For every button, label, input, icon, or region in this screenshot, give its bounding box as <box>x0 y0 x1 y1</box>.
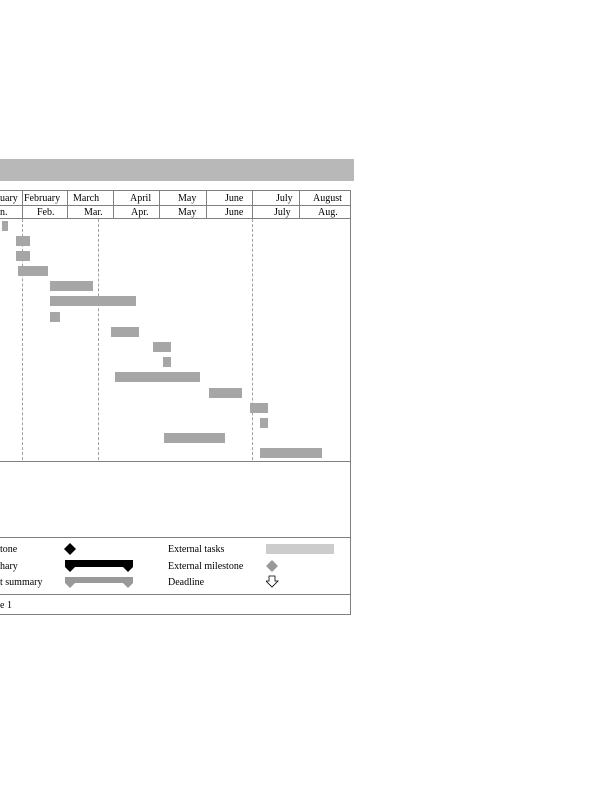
gridline <box>98 219 99 460</box>
task-bar[interactable] <box>111 327 139 337</box>
month-label: July <box>276 193 293 204</box>
task-bar[interactable] <box>50 281 93 291</box>
chart-bottom <box>0 461 351 462</box>
deadline-arrow-icon <box>266 576 278 587</box>
task-bar[interactable] <box>250 403 268 413</box>
page-number: e 1 <box>0 600 12 611</box>
month-abbr: Apr. <box>131 207 149 218</box>
month-tick <box>159 191 160 218</box>
gridline <box>252 219 253 460</box>
legend-label-external-tasks: External tasks <box>168 544 225 555</box>
task-bar[interactable] <box>115 372 200 382</box>
legend-symbols-left <box>64 541 134 591</box>
legend-label-deadline: Deadline <box>168 577 205 588</box>
month-tick <box>252 191 253 218</box>
month-label: June <box>225 193 244 204</box>
month-tick <box>67 191 68 218</box>
month-abbr: June <box>225 207 244 218</box>
legend-label-external-milestone: External milestone <box>168 561 244 572</box>
header-band <box>0 159 354 181</box>
task-bar[interactable] <box>260 448 322 458</box>
month-label: uary <box>0 193 18 204</box>
month-abbr: Aug. <box>318 207 338 218</box>
task-bar[interactable] <box>16 251 30 261</box>
month-tick <box>113 191 114 218</box>
month-label: February <box>24 193 61 204</box>
task-bar[interactable] <box>2 221 8 231</box>
summary-icon <box>65 560 133 572</box>
month-label: March <box>73 193 100 204</box>
task-bar[interactable] <box>50 296 136 306</box>
month-abbr: May <box>178 207 197 218</box>
month-abbr: Feb. <box>37 207 55 218</box>
month-abbr: n. <box>0 207 8 218</box>
external-task-icon <box>266 544 334 554</box>
legend-label-summary: hary <box>0 561 18 572</box>
legend-label-milestone: tone <box>0 544 18 555</box>
month-tick <box>206 191 207 218</box>
task-bar[interactable] <box>50 312 60 322</box>
month-label: August <box>313 193 342 204</box>
month-tick <box>22 191 23 218</box>
task-bar[interactable] <box>16 236 30 246</box>
milestone-icon <box>64 543 76 555</box>
month-tick <box>299 191 300 218</box>
month-abbr: July <box>274 207 291 218</box>
task-bar[interactable] <box>153 342 171 352</box>
project-summary-icon <box>65 577 133 588</box>
month-abbr: Mar. <box>84 207 103 218</box>
legend-top <box>0 537 351 538</box>
task-bar[interactable] <box>164 433 225 443</box>
month-label: April <box>130 193 152 204</box>
footer-top <box>0 594 351 595</box>
task-bar[interactable] <box>209 388 242 398</box>
legend-label-project-summary: t summary <box>0 577 43 588</box>
task-bar[interactable] <box>260 418 268 428</box>
task-bar[interactable] <box>163 357 171 367</box>
legend-symbols-right <box>266 559 280 589</box>
month-label: May <box>178 193 197 204</box>
task-bar[interactable] <box>18 266 48 276</box>
external-milestone-icon <box>266 560 278 572</box>
